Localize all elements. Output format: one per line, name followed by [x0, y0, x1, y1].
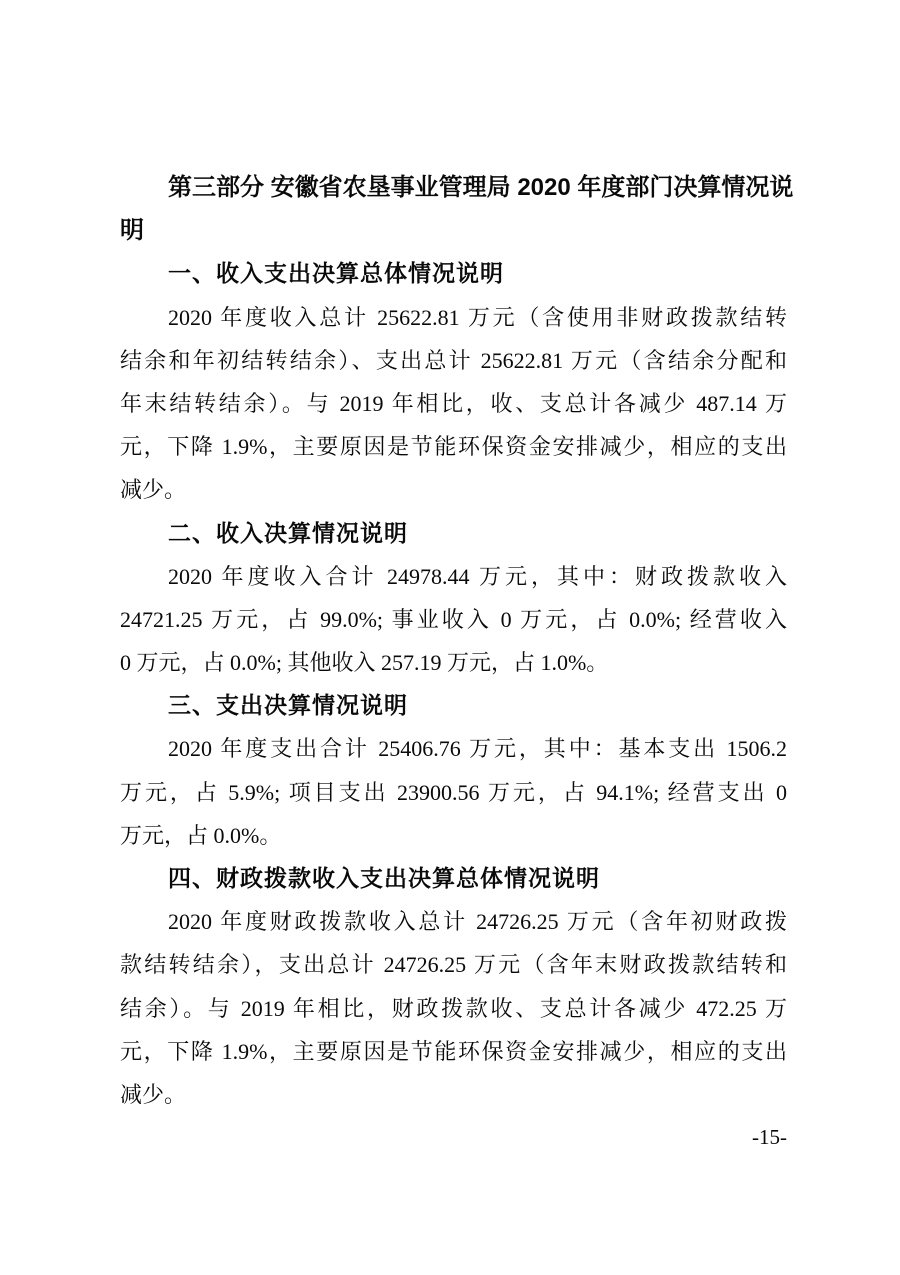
- page-number: -15-: [752, 1125, 787, 1150]
- body-line: 万元，占 5.9%; 项目支出 23900.56 万元，占 94.1%; 经营支出 0: [120, 779, 787, 805]
- section-expense-detail: [120, 684, 787, 857]
- body-line: 年末结转结余）。与 2019 年相比，收、支总计各减少 487.14 万: [120, 390, 787, 416]
- body-line: 元，下降 1.9%，主要原因是节能环保资金安排减少，相应的支出: [120, 1038, 787, 1064]
- document-title-line: 明: [120, 217, 144, 245]
- body-line: 2020 年度财政拨款收入总计 24726.25 万元（含年初财政拨: [168, 909, 787, 935]
- body-line: 0 万元，占 0.0%; 其他收入 257.19 万元，占 1.0%。: [120, 650, 609, 676]
- section-heading: 二、收入决算情况说明: [168, 519, 408, 546]
- body-line: 结余和年初结转结余）、支出总计 25622.81 万元（含结余分配和: [120, 347, 787, 373]
- section-heading: 一、收入支出决算总体情况说明: [168, 260, 504, 287]
- section-fiscal-appropriation-overview: [120, 857, 787, 1116]
- body-line: 2020 年度支出合计 25406.76 万元，其中：基本支出 1506.2: [168, 736, 787, 762]
- body-line: 款结转结余），支出总计 24726.25 万元（含年末财政拨款结转和: [120, 952, 787, 978]
- body-line: 元，下降 1.9%，主要原因是节能环保资金安排减少，相应的支出: [120, 434, 787, 460]
- document-title-line: 第三部分 安徽省农垦事业管理局 2020 年度部门决算情况说: [168, 174, 794, 201]
- body-line: 减少。: [120, 477, 187, 503]
- section-heading: 四、财政拨款收入支出决算总体情况说明: [168, 865, 600, 891]
- body-line: 24721.25 万元，占 99.0%; 事业收入 0 万元，占 0.0%; 经营收入: [120, 606, 787, 632]
- body-line: 减少。: [120, 1081, 187, 1107]
- body-line: 万元，占 0.0%。: [120, 822, 282, 848]
- document-content: [120, 166, 794, 1159]
- section-income-detail: [120, 512, 787, 685]
- body-line: 结余）。与 2019 年相比，财政拨款收、支总计各减少 472.25 万: [120, 995, 787, 1021]
- document-title: [120, 166, 794, 252]
- section-income-expense-overview: [120, 252, 787, 511]
- body-line: 2020 年度收入合计 24978.44 万元，其中：财政拨款收入: [168, 563, 787, 589]
- section-heading: 三、支出决算情况说明: [168, 692, 408, 719]
- body-line: 2020 年度收入总计 25622.81 万元（含使用非财政拨款结转: [168, 304, 787, 330]
